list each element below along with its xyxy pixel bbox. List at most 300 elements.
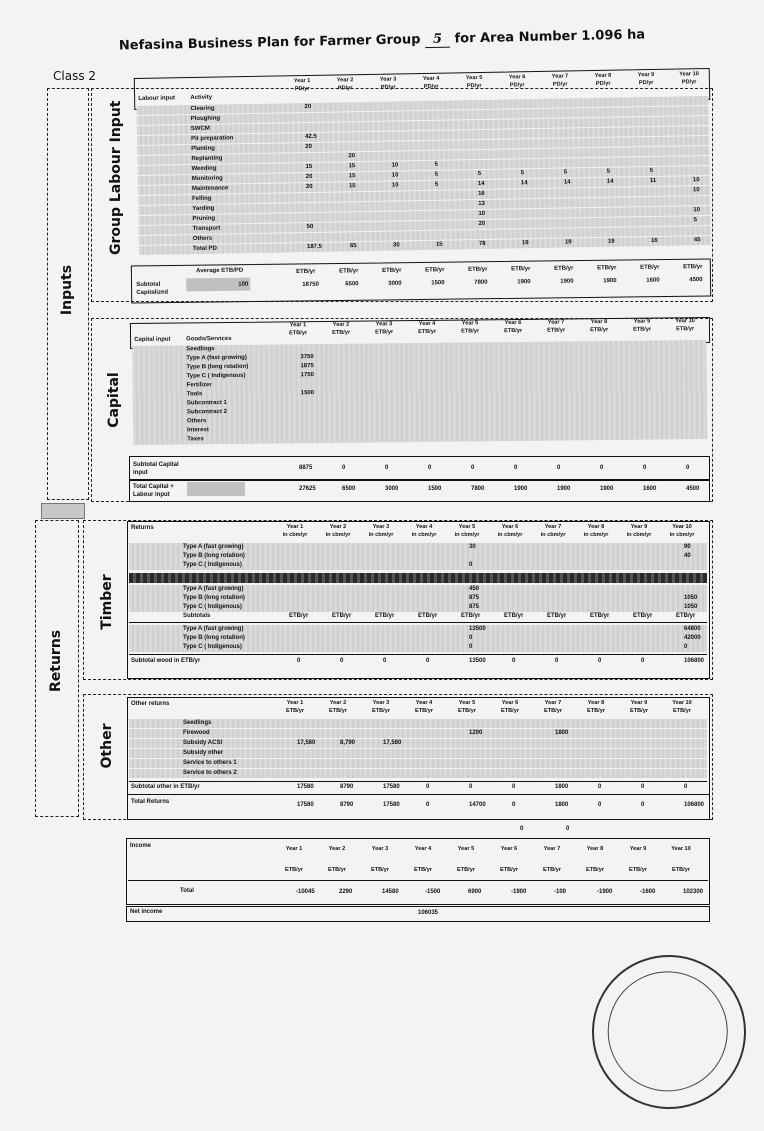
year-label: Year 10 xyxy=(672,524,692,530)
cell-value: 0 xyxy=(555,658,559,664)
cell-value: 1050 xyxy=(684,595,698,601)
cell-value: 0 xyxy=(641,784,645,790)
unit-label: ETB/yr xyxy=(633,613,653,619)
cell-value: 6500 xyxy=(345,281,359,288)
cell-value: 10 xyxy=(692,177,700,184)
year-label: Year 10 xyxy=(675,318,695,325)
cell-value: 0 xyxy=(598,784,602,790)
cell-value: 30 xyxy=(392,242,400,249)
year-header xyxy=(626,71,666,88)
year-header xyxy=(619,523,659,539)
income-total-label: Total xyxy=(180,888,194,894)
cell-value: 27625 xyxy=(299,486,316,492)
year-header xyxy=(364,320,404,336)
unit-label: ETB/yr xyxy=(284,867,304,873)
title-suffix: for Area Number 1.096 ha xyxy=(454,27,646,47)
unit-label: ETB/yr xyxy=(629,708,649,714)
official-stamp xyxy=(570,933,764,1130)
cell-value: 15 xyxy=(348,183,356,190)
cell-value: 19 xyxy=(521,240,529,247)
divider xyxy=(129,622,707,623)
unit-label: ETB/yr xyxy=(296,268,316,276)
row-label: Subsidy ACSI xyxy=(183,740,223,746)
cell-value: 0 xyxy=(684,784,688,790)
cell-value: 106800 xyxy=(684,802,705,808)
cell-value: 17,580 xyxy=(297,740,316,746)
year-header xyxy=(665,317,705,333)
unit-label: ETB/yr xyxy=(585,867,605,873)
cell-value: 13 xyxy=(478,200,485,208)
other-table xyxy=(129,699,707,793)
year-label: Year 10 xyxy=(672,700,692,706)
cell-value: 65 xyxy=(349,243,357,250)
cell-value: 3000 xyxy=(385,486,399,492)
returns-label: Returns xyxy=(48,629,64,692)
cell-value: 106800 xyxy=(684,658,705,664)
unit-label: ETB/yr xyxy=(500,708,520,714)
row-label: Firewood xyxy=(183,730,210,736)
cell-value: 14 xyxy=(606,178,614,185)
cell-value: 1050 xyxy=(684,604,698,610)
cell-value: -100 xyxy=(554,889,567,895)
cell-value: 875 xyxy=(469,595,480,601)
unit-label: PD/yr xyxy=(552,81,568,88)
year-header xyxy=(576,699,616,715)
cell-value: 0 xyxy=(297,658,301,664)
cell-value: 1900 xyxy=(600,486,614,492)
cell-value: 8,790 xyxy=(340,740,356,746)
row-label: Yarding xyxy=(192,205,215,213)
year-label: Year 7 xyxy=(551,73,569,80)
cell-value: 0 xyxy=(426,658,430,664)
cell-value: 19 xyxy=(564,239,572,246)
capital-col-left: Capital input xyxy=(134,336,171,343)
divider xyxy=(129,781,707,782)
cell-value: 0 xyxy=(512,658,516,664)
unit-label: in cbm/yr xyxy=(583,532,609,538)
unit-label: ETB/yr xyxy=(457,708,477,714)
year-label: Year 9 xyxy=(637,71,655,79)
cell-value: 10 xyxy=(693,207,701,214)
cell-value: 0 xyxy=(686,465,690,471)
row-label: Interest xyxy=(187,427,209,434)
unit-label: ETB/yr xyxy=(633,326,652,333)
year-header xyxy=(404,699,444,715)
unit-label: ETB/yr xyxy=(671,867,691,873)
cell-value: 0 xyxy=(426,784,430,790)
year-label: Year 1 xyxy=(293,77,311,85)
year-header xyxy=(533,699,573,715)
cell-value: -1600 xyxy=(640,889,656,895)
cell-value: 3000 xyxy=(388,280,402,287)
unit-label: ETB/yr xyxy=(418,613,438,619)
year-label: Year 6 xyxy=(504,319,522,327)
cell-value: 1900 xyxy=(514,486,528,492)
year-header xyxy=(318,523,358,539)
row-label: Replanting xyxy=(191,155,223,163)
year-header xyxy=(662,699,702,715)
row-label: Transport xyxy=(192,225,221,233)
cell-value: 14 xyxy=(477,180,485,188)
year-label: Year 9 xyxy=(630,700,648,706)
unit-label: ETB/yr xyxy=(547,327,566,334)
year-label: Year 6 xyxy=(501,700,519,706)
unit-label: in cbm/yr xyxy=(497,532,523,538)
cell-value: 0 xyxy=(385,465,389,471)
row-label: Ploughing xyxy=(190,115,221,123)
cell-value: 0 xyxy=(428,465,432,471)
row-label: Type B (long rotation) xyxy=(186,363,249,371)
cell-value: 450 xyxy=(469,586,480,592)
cell-value: 5 xyxy=(649,167,654,175)
avg-label: Average ETB/PD xyxy=(196,267,244,275)
row-label: Subcontract 1 xyxy=(186,400,227,407)
row-label: Maintenance xyxy=(191,185,229,193)
unit-label: in cbm/yr xyxy=(540,532,566,538)
year-header xyxy=(536,318,576,334)
row-label: Type A (fast growing) xyxy=(186,354,247,362)
labour-col-activity: Activity xyxy=(190,94,213,102)
row-label: Pit preparation xyxy=(191,135,234,143)
other-total xyxy=(129,796,707,818)
unit-label: ETB/yr xyxy=(461,328,480,335)
row-label: Fertilizer xyxy=(186,382,212,389)
year-header xyxy=(669,70,709,87)
year-header xyxy=(411,75,451,92)
cell-value: -10045 xyxy=(296,889,315,895)
row-label: Total PD xyxy=(192,245,217,253)
year-header xyxy=(361,699,401,715)
capital-label: Capital xyxy=(106,372,122,428)
table-row xyxy=(129,729,707,738)
unit-label: ETB/yr xyxy=(628,867,648,873)
year-header xyxy=(447,523,487,539)
year-header xyxy=(490,523,530,539)
cell-value: 0 xyxy=(557,465,561,471)
divider xyxy=(128,880,708,881)
unit-label: in cbm/yr xyxy=(454,532,480,538)
group-number: 5 xyxy=(425,32,450,49)
capital-subtotal-label: Subtotal Capital input xyxy=(133,462,179,476)
cell-value: 20 xyxy=(305,173,313,181)
cell-value: 1800 xyxy=(555,730,569,736)
year-label: Year 6 xyxy=(508,74,526,81)
unit-label: in cbm/yr xyxy=(626,532,652,538)
year-header xyxy=(407,320,447,336)
cell-value: 187.5 xyxy=(306,243,323,251)
cell-value: 0 xyxy=(600,465,604,471)
year-label: Year 9 xyxy=(633,318,651,325)
cell-value: 10 xyxy=(478,210,486,218)
cell-value: 10 xyxy=(391,182,399,189)
cell-value: 14580 xyxy=(382,889,399,895)
below-value: 0 xyxy=(520,826,524,832)
gray-tab xyxy=(41,503,85,519)
cell-value: 14 xyxy=(520,180,528,187)
unit-label: PD/yr xyxy=(423,83,439,90)
unit-label: ETB/yr xyxy=(672,708,692,714)
unit-label: in cbm/yr xyxy=(669,532,695,538)
row-label: Service to others 1 xyxy=(183,760,237,766)
year-label: Year 3 xyxy=(372,524,390,530)
unit-label: ETB/yr xyxy=(425,267,445,274)
year-header xyxy=(579,318,619,334)
year-label: Year 3 xyxy=(375,321,393,328)
unit-label: PD/yr xyxy=(509,82,525,89)
cell-value: 0 xyxy=(340,658,344,664)
cell-value: 20 xyxy=(305,143,312,151)
cell-value: 1900 xyxy=(560,278,574,285)
unit-label: ETB/yr xyxy=(511,266,531,273)
row-label: Type A (fast growing) xyxy=(183,626,244,632)
cell-value: 3750 xyxy=(300,354,314,361)
cell-value: 875 xyxy=(469,604,480,610)
unit-label: ETB/yr xyxy=(590,327,609,334)
year-header xyxy=(278,321,318,337)
year-label: Year 4 xyxy=(415,524,433,530)
cell-value: 5 xyxy=(434,171,439,178)
timber-label: Timber xyxy=(99,574,115,630)
cell-value: 14 xyxy=(563,179,571,186)
unit-label: in cbm/yr xyxy=(282,532,308,538)
unit-label: PD/yr xyxy=(466,82,482,90)
cell-value: 10 xyxy=(391,162,399,169)
year-header xyxy=(619,699,659,715)
cell-value: 4500 xyxy=(689,277,703,284)
row-label: Clearing xyxy=(190,105,215,113)
cell-value: 17580 xyxy=(383,802,400,808)
cell-value: 7800 xyxy=(471,486,485,492)
unit-label: ETB/yr xyxy=(327,867,347,873)
cell-value: 0 xyxy=(512,802,516,808)
cell-value: 15 xyxy=(348,163,356,170)
capital-total-box xyxy=(187,482,245,496)
unit-label: ETB/yr xyxy=(332,613,352,619)
unit-label: ETB/yr xyxy=(339,268,359,275)
year-label: Year 8 xyxy=(587,524,605,530)
unit-label: in cbm/yr xyxy=(325,532,351,538)
cell-value: -1900 xyxy=(597,889,613,895)
labour-col-left: Labour input xyxy=(138,95,176,102)
year-header xyxy=(325,76,365,93)
row-label: Type B (long rotation) xyxy=(183,635,245,641)
cell-value: 15 xyxy=(435,241,443,248)
year-label: Year 5 xyxy=(458,524,476,530)
row-label: Seedlings xyxy=(186,346,215,353)
cell-value: 30 xyxy=(469,544,476,550)
year-header xyxy=(490,699,530,715)
unit-label: ETB/yr xyxy=(456,867,476,873)
cell-value: 1900 xyxy=(603,278,617,285)
cell-value: 15 xyxy=(348,173,356,180)
year-label: Year 5 xyxy=(458,700,476,706)
unit-label: PD/yr xyxy=(681,79,697,86)
unit-label: ETB/yr xyxy=(370,867,390,873)
title-prefix: Nefasina Business Plan for Farmer Group xyxy=(118,32,421,54)
unit-label: ETB/yr xyxy=(418,328,437,336)
row-label: Seedlings xyxy=(183,720,212,726)
cell-value: 18750 xyxy=(302,281,319,288)
unit-label: PD/yr xyxy=(595,80,611,87)
row-label: Planting xyxy=(191,145,215,153)
year-label: Year 6 xyxy=(501,524,519,530)
cell-value: 5 xyxy=(434,181,439,188)
cell-value: 0 xyxy=(469,644,473,650)
row-label: Type C ( Indigenous) xyxy=(186,372,246,380)
cell-value: 20 xyxy=(304,103,312,111)
capital-subtotal xyxy=(131,459,707,479)
cell-value: 5 xyxy=(477,170,482,178)
year-label: Year 2 xyxy=(332,321,350,328)
unit-label: ETB/yr xyxy=(597,265,617,272)
row-label: Others xyxy=(187,418,207,425)
timber-table xyxy=(129,523,707,675)
unit-label: ETB/yr xyxy=(414,708,434,714)
cell-value: 0 xyxy=(469,635,473,641)
year-header xyxy=(454,74,494,91)
net-income xyxy=(128,909,708,919)
cell-value: 0 xyxy=(641,658,645,664)
cell-value: 1500 xyxy=(300,390,315,397)
year-label: Year 4 xyxy=(418,320,436,327)
row-label: Type C ( Indigenous) xyxy=(183,644,242,650)
cell-value: 20 xyxy=(348,153,356,160)
row-label: Taxes xyxy=(187,436,204,443)
unit-label: ETB/yr xyxy=(542,867,562,873)
timber-col-left: Returns xyxy=(131,525,154,531)
cell-value: 11 xyxy=(649,177,657,185)
unit-label: ETB/yr xyxy=(413,867,433,873)
cell-value: 4500 xyxy=(686,486,700,492)
cell-value: 7800 xyxy=(474,279,488,286)
page-title xyxy=(0,25,764,57)
year-label: Year 7 xyxy=(543,846,561,852)
divider xyxy=(129,654,707,655)
year-label: Year 5 xyxy=(457,846,475,852)
year-header xyxy=(404,523,444,539)
capital-total-label: Total Capital + Labour input xyxy=(133,484,174,498)
cell-value: 20 xyxy=(305,183,313,191)
unit-label: PD/yr xyxy=(380,84,396,91)
unit-label: ETB/yr xyxy=(504,327,523,335)
unit-label: in cbm/yr xyxy=(411,532,437,538)
unit-label: ETB/yr xyxy=(461,613,481,619)
unit-label: ETB/yr xyxy=(586,708,606,714)
year-label: Year 6 xyxy=(500,846,518,852)
cell-value: 42000 xyxy=(684,635,701,641)
year-label: Year 2 xyxy=(336,77,354,84)
row-label: Monitoring xyxy=(191,175,223,183)
cell-value: 5 xyxy=(693,217,697,224)
row-label: Type A (fast growing) xyxy=(183,586,244,592)
year-label: Year 10 xyxy=(671,846,691,852)
other-col-left: Other returns xyxy=(131,701,170,707)
cell-value: 1900 xyxy=(557,486,571,492)
unit-label: ETB/yr xyxy=(289,613,309,619)
unit-label: ETB/yr xyxy=(640,264,660,271)
year-header xyxy=(282,77,322,94)
cell-value: 78 xyxy=(478,240,486,248)
year-header xyxy=(497,73,537,90)
cell-value: 1900 xyxy=(517,279,531,286)
year-label: Year 4 xyxy=(422,75,440,82)
cell-value: 17,580 xyxy=(383,740,402,746)
cell-value: 8790 xyxy=(340,784,354,790)
cell-value: 1500 xyxy=(431,280,445,287)
cell-value: 0 xyxy=(469,784,473,790)
class-label: Class 2 xyxy=(53,69,97,83)
unit-label: ETB/yr xyxy=(375,613,395,619)
year-header xyxy=(662,523,702,539)
cell-value: 1875 xyxy=(300,363,314,370)
year-label: Year 4 xyxy=(414,846,432,852)
year-header xyxy=(540,72,580,89)
cell-value: 6500 xyxy=(342,486,356,492)
cell-value: 0 xyxy=(342,465,346,471)
unit-label: ETB/yr xyxy=(289,330,308,337)
capital-total xyxy=(131,482,707,500)
unit-label: ETB/yr xyxy=(382,267,402,274)
subtotals-label: Subtotals xyxy=(183,613,211,619)
unit-label: PD/yr xyxy=(294,85,310,93)
row-label: Type B (long rotation) xyxy=(183,553,245,559)
cell-value: 10 xyxy=(692,187,700,194)
row-label: Type B (long rotation) xyxy=(183,595,245,601)
below-values xyxy=(500,826,620,836)
year-header xyxy=(450,319,490,335)
year-label: Year 1 xyxy=(286,700,304,706)
inputs-label: Inputs xyxy=(59,264,75,316)
year-header xyxy=(318,699,358,715)
row-label: Type A (fast growing) xyxy=(183,544,244,550)
cell-value: 40 xyxy=(684,553,691,559)
cell-value: 1500 xyxy=(428,486,442,492)
cell-value: 64800 xyxy=(684,626,701,632)
cell-value: 20 xyxy=(478,220,486,228)
unit-label: ETB/yr xyxy=(375,329,394,336)
year-header xyxy=(275,523,315,539)
cell-value: 50 xyxy=(306,223,314,231)
avg-value: 100 xyxy=(238,281,249,288)
cell-value: 13500 xyxy=(469,658,486,664)
year-header xyxy=(447,699,487,715)
year-header xyxy=(622,317,662,333)
row-label: Others xyxy=(192,235,213,243)
year-header xyxy=(533,523,573,539)
cell-value: 8875 xyxy=(299,465,313,471)
unit-label: ETB/yr xyxy=(499,867,519,873)
year-header xyxy=(321,321,361,337)
cell-value: 17580 xyxy=(297,802,314,808)
unit-label: ETB/yr xyxy=(590,613,610,619)
year-label: Year 3 xyxy=(372,700,390,706)
cell-value: 17580 xyxy=(297,784,314,790)
cell-value: 90 xyxy=(684,544,691,550)
cell-value: 16 xyxy=(478,190,485,198)
unit-label: ETB/yr xyxy=(504,613,524,619)
cell-value: 5 xyxy=(520,170,525,177)
other-label: Other xyxy=(99,723,115,769)
unit-label: ETB/yr xyxy=(543,708,563,714)
cell-value: 0 xyxy=(643,465,647,471)
cell-value: 0 xyxy=(598,802,602,808)
cell-value: 1750 xyxy=(300,372,314,379)
cell-value: 8790 xyxy=(340,802,354,808)
cell-value: 1800 xyxy=(555,802,569,808)
year-header xyxy=(275,699,315,715)
income-table xyxy=(128,840,708,902)
year-header xyxy=(576,523,616,539)
